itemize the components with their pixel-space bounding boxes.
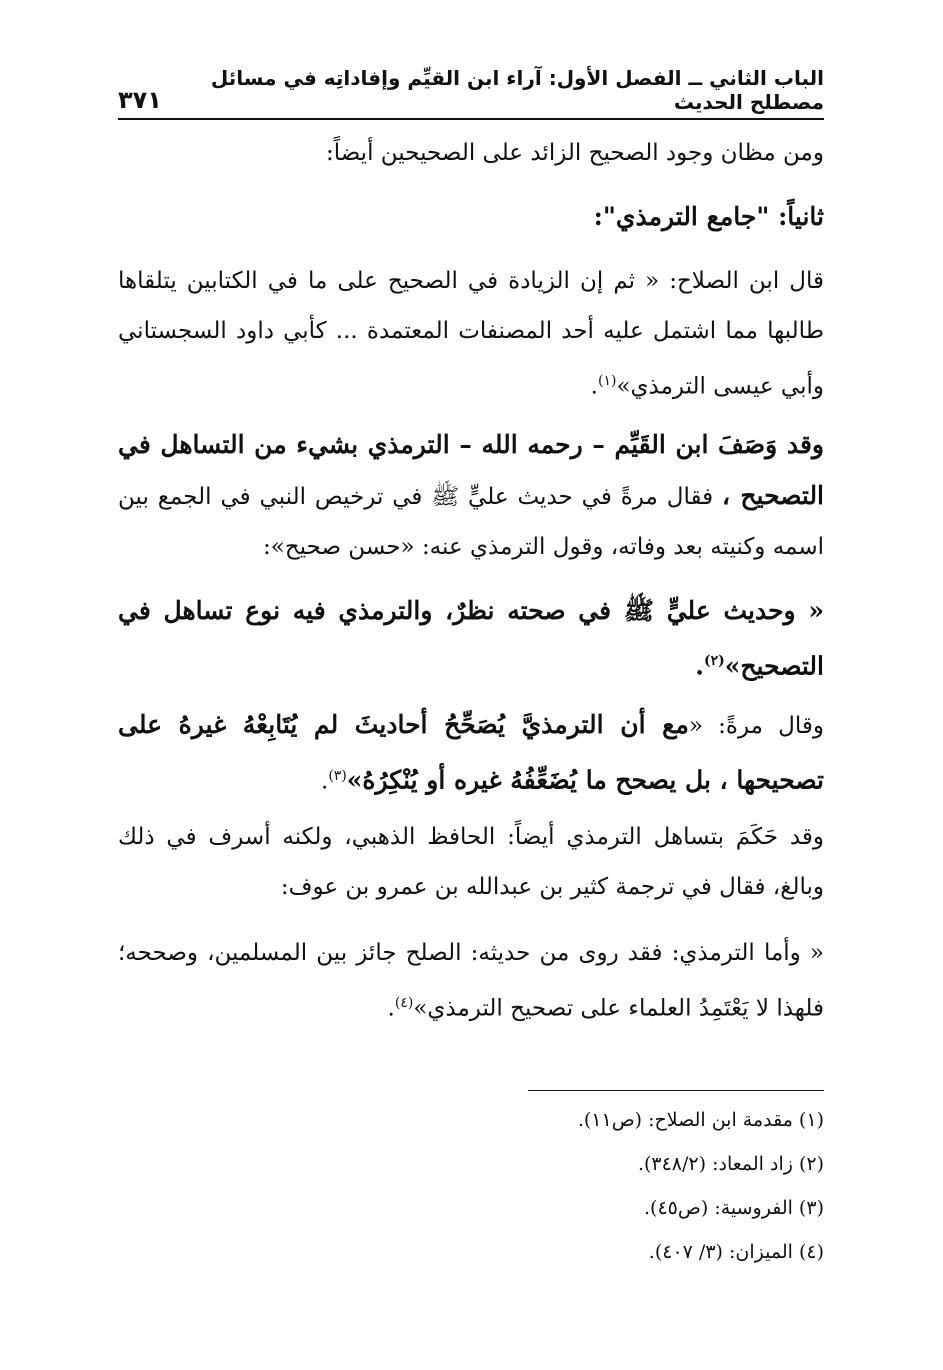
- footnote-1: (١) مقدمة ابن الصلاح: (ص١١).: [577, 1109, 824, 1131]
- quote-1-text: « وحديث عليٍّ ﷺ في صحته نظرٌ، والترمذي فيه نوع تساهل في التصحيح»: [118, 596, 824, 681]
- footnote-ref-1: (١): [597, 373, 617, 389]
- paragraph-4-lead: وقال مرةً: «: [688, 713, 824, 739]
- footnote-ref-4: (٤): [394, 995, 414, 1011]
- header-title: الباب الثاني ــ الفصل الأول: آراء ابن القيِّم وإفاداتِه في مسائل مصطلح الحديث: [210, 66, 824, 114]
- footnote-ref-3: (٣): [328, 768, 347, 784]
- paragraph-3: [118, 420, 824, 572]
- paragraph-3-bold: وقد وَصَفَ ابن القَيِّم – رحمه الله – الترمذي بشيء من التساهل في التصحيح ،: [118, 430, 825, 510]
- running-header: [118, 66, 824, 114]
- paragraph-4: وقال مرةً: «مع أن الترمذيَّ يُصَحِّحُ أحاديثَ لم يُتَابِعْهُ غيرهُ على تصحيحها ، بل يصحح ما يُضَعِّفُهُ غيره أو يُنْكِرُهُ»$^{(٣)}$.: [118, 710, 824, 795]
- paragraph-2-text: قال ابن الصلاح: « ثم إن الزيادة في الصحيح على ما في الكتابين يتلقاها طالبها مما اشتمل عليه أحد المصنفات المعتمدة ... كأبي داود السجستاني وأبي عيسى الترمذي»: [118, 268, 824, 400]
- paragraph-2: قال ابن الصلاح: « ثم إن الزيادة في الصحيح على ما في الكتابين يتلقاها طالبها مما اشتمل عليه أحد المصنفات المعتمدة ... كأبي داود السجستاني وأبي عيسى الترمذي»$^{(١)}$.: [118, 268, 824, 400]
- footnote-separator: [528, 1090, 824, 1091]
- footnote-3: (٣) الفروسية: (ص٤٥).: [644, 1197, 824, 1219]
- section-heading: ثانياً: "جامع الترمذي":: [593, 202, 824, 231]
- footnote-4: (٤) الميزان: (٣/ ٤٠٧).: [648, 1241, 824, 1263]
- quote-2: « وأما الترمذي: فقد روى من حديثه: الصلح جائز بين المسلمين، وصححه؛ فلهذا لا يَعْتَمِدُ العلماء على تصحيح الترمذي»$^{(٤)}$.: [118, 940, 824, 1022]
- paragraph-3-text: فقال مرةً في حديث عليٍّ ﷺ في ترخيص النبي في الجمع بين اسمه وكنيته بعد وفاته، وقول الترمذي عنه: «حسن صحيح»:: [118, 484, 824, 560]
- paragraph-1: ومن مظان وجود الصحيح الزائد على الصحيحين أيضاً:: [325, 140, 824, 166]
- footnote-ref-2: (٢): [703, 653, 725, 669]
- header-rule: [118, 118, 824, 120]
- footnote-2: (٢) زاد المعاد: (٣٤٨/٢).: [637, 1153, 824, 1175]
- paragraph-5: وقد حَكَمَ بتساهل الترمذي أيضاً: الحافظ الذهبي، ولكنه أسرف في ذلك وبالغ، فقال في ترجمة كثير بن عبدالله بن عمرو بن عوف:: [118, 824, 824, 900]
- paragraph-4-bold: مع أن الترمذيَّ يُصَحِّحُ أحاديثَ لم يُتَابِعْهُ غيرهُ على تصحيحها ، بل يصحح ما يُضَعِّفُهُ غيره أو يُنْكِرُهُ»: [118, 710, 824, 795]
- quote-1: « وحديث عليٍّ ﷺ في صحته نظرٌ، والترمذي فيه نوع تساهل في التصحيح»$^{(٢)}$.: [118, 596, 824, 681]
- quote-2-text: « وأما الترمذي: فقد روى من حديثه: الصلح جائز بين المسلمين، وصححه؛ فلهذا لا يَعْتَمِدُ العلماء على تصحيح الترمذي»: [118, 940, 824, 1022]
- page-number: ٣٧١: [118, 86, 162, 114]
